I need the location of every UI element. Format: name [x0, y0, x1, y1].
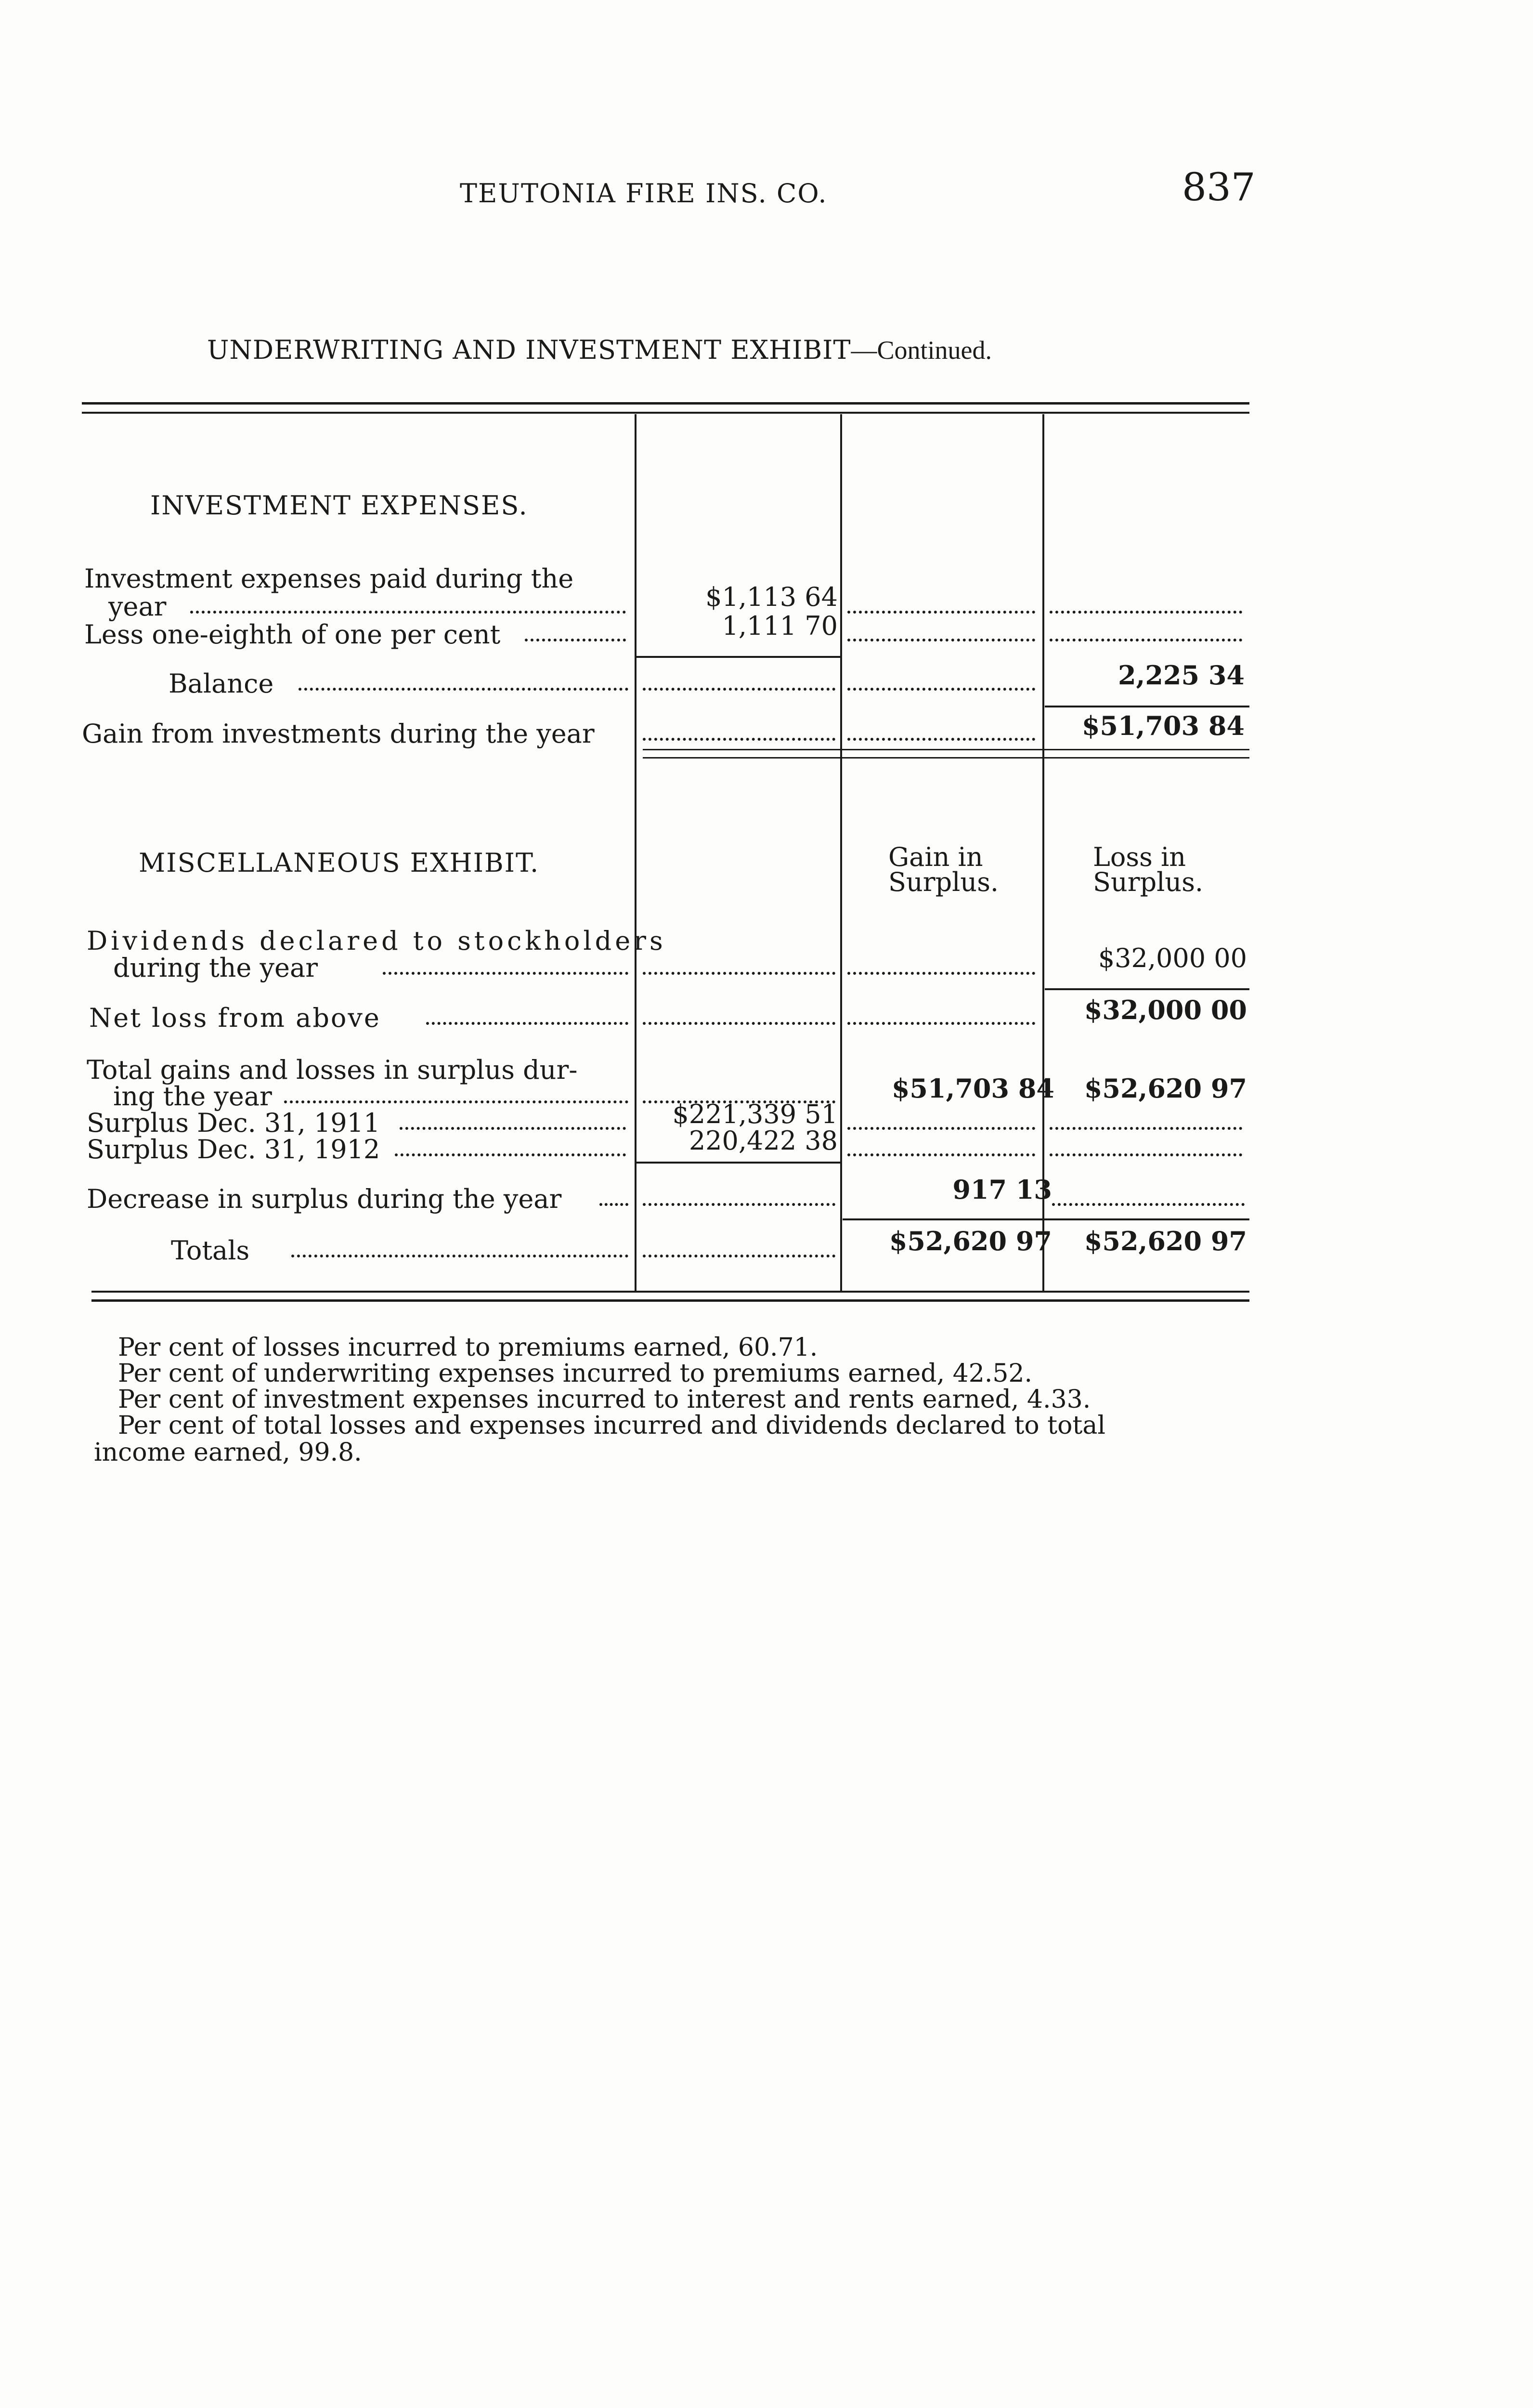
leader-dots [643, 1203, 835, 1206]
col-gain-header-2: Surplus. [888, 867, 999, 897]
exhibit-subtitle-continued: —Continued. [851, 336, 992, 365]
totals-rule [843, 1218, 1249, 1220]
leader-dots [299, 688, 628, 691]
balance-value: 2,225 34 [1117, 660, 1245, 691]
leader-dots [1050, 639, 1242, 641]
leader-dots [1050, 611, 1242, 614]
col-loss-header-1: Loss in [1093, 842, 1186, 872]
leader-dots [847, 1022, 1035, 1025]
column-divider-3 [1042, 414, 1044, 1291]
totals-label: Totals [171, 1235, 250, 1266]
leader-dots [643, 738, 835, 741]
paid-value: $1,113 64 [705, 582, 838, 612]
dividends-rule [1045, 988, 1249, 990]
paid-label-line1: Investment expenses paid during the [84, 563, 574, 594]
leader-dots [847, 738, 1035, 741]
balance-rule [1045, 706, 1249, 707]
note-total-line2: income earned, 99.8. [94, 1438, 362, 1467]
total-gain: $51,703 84 [891, 1073, 1054, 1104]
top-rule-2 [82, 412, 1249, 414]
exhibit-subtitle [207, 335, 992, 365]
less-value: 1,111 70 [722, 611, 838, 641]
page-number: 837 [1182, 165, 1256, 209]
note-underwriting: Per cent of underwriting expenses incurred to premiums earned, 42.52. [118, 1359, 1033, 1388]
column-divider-2 [840, 414, 842, 1291]
leader-dots [599, 1203, 628, 1206]
col-gain-header-1: Gain in [888, 842, 983, 872]
decrease-gain: 917 13 [952, 1174, 1052, 1205]
column-divider-1 [635, 414, 637, 1291]
section-double-rule-2 [643, 757, 1249, 759]
totals-gain: $52,620 97 [889, 1226, 1052, 1256]
dividends-label-line2: during the year [113, 953, 318, 983]
note-total-line1: Per cent of total losses and expenses incurred and dividends declared to total [118, 1411, 1105, 1440]
misc-heading: MISCELLANEOUS EXHIBIT. [139, 848, 540, 878]
surplus1911-value: $221,339 51 [672, 1099, 838, 1129]
col-loss-header-2: Surplus. [1093, 867, 1204, 897]
surplus1911-label: Surplus Dec. 31, 1911 [87, 1108, 380, 1138]
leader-dots [525, 639, 626, 641]
surplus-rule [636, 1162, 840, 1164]
leader-dots [847, 639, 1035, 641]
leader-dots [284, 1100, 628, 1103]
less-label: Less one-eighth of one per cent [84, 619, 501, 650]
surplus1912-label: Surplus Dec. 31, 1912 [87, 1134, 380, 1165]
leader-dots [847, 972, 1035, 975]
leader-dots [1050, 1153, 1242, 1156]
total-label-line2: ing the year [113, 1081, 272, 1112]
gain-label: Gain from investments during the year [82, 719, 595, 749]
exhibit-subtitle-main: UNDERWRITING AND INVESTMENT EXHIBIT [207, 335, 851, 365]
investment-heading: INVESTMENT EXPENSES. [150, 490, 528, 521]
leader-dots [847, 1153, 1035, 1156]
decrease-label: Decrease in surplus during the year [87, 1184, 562, 1214]
total-loss: $52,620 97 [1084, 1073, 1247, 1104]
leader-dots [847, 688, 1035, 691]
paid-label-line2: year [108, 591, 167, 622]
leader-dots [400, 1127, 626, 1130]
running-title: TEUTONIA FIRE INS. CO. [460, 178, 828, 209]
dividends-label-line1: Dividends declared to stockholders [87, 926, 666, 956]
leader-dots [643, 972, 835, 975]
balance-label: Balance [169, 668, 274, 699]
leader-dots [847, 611, 1035, 614]
leader-dots [190, 611, 626, 614]
section-double-rule [643, 749, 1249, 750]
leader-dots [395, 1153, 626, 1156]
netloss-label: Net loss from above [89, 1003, 381, 1033]
bottom-rule [91, 1291, 1249, 1293]
leader-dots [643, 1255, 835, 1257]
leader-dots [847, 1127, 1035, 1130]
leader-dots [643, 1022, 835, 1025]
gain-value: $51,703 84 [1081, 710, 1245, 741]
leader-dots [643, 688, 835, 691]
note-losses: Per cent of losses incurred to premiums earned, 60.71. [118, 1333, 818, 1362]
note-investment: Per cent of investment expenses incurred to interest and rents earned, 4.33. [118, 1385, 1091, 1414]
leader-dots [1050, 1127, 1242, 1130]
netloss-loss: $32,000 00 [1084, 995, 1247, 1025]
top-rule [82, 402, 1249, 405]
total-label-line1: Total gains and losses in surplus dur- [87, 1055, 578, 1085]
subtotal-rule [636, 656, 840, 658]
leader-dots [291, 1255, 628, 1257]
leader-dots [383, 972, 628, 975]
dividends-loss: $32,000 00 [1098, 943, 1247, 973]
surplus1912-value: 220,422 38 [689, 1125, 838, 1156]
leader-dots [426, 1022, 628, 1025]
totals-loss: $52,620 97 [1084, 1226, 1247, 1256]
bottom-rule-2 [91, 1299, 1249, 1302]
leader-dots [1052, 1203, 1245, 1206]
